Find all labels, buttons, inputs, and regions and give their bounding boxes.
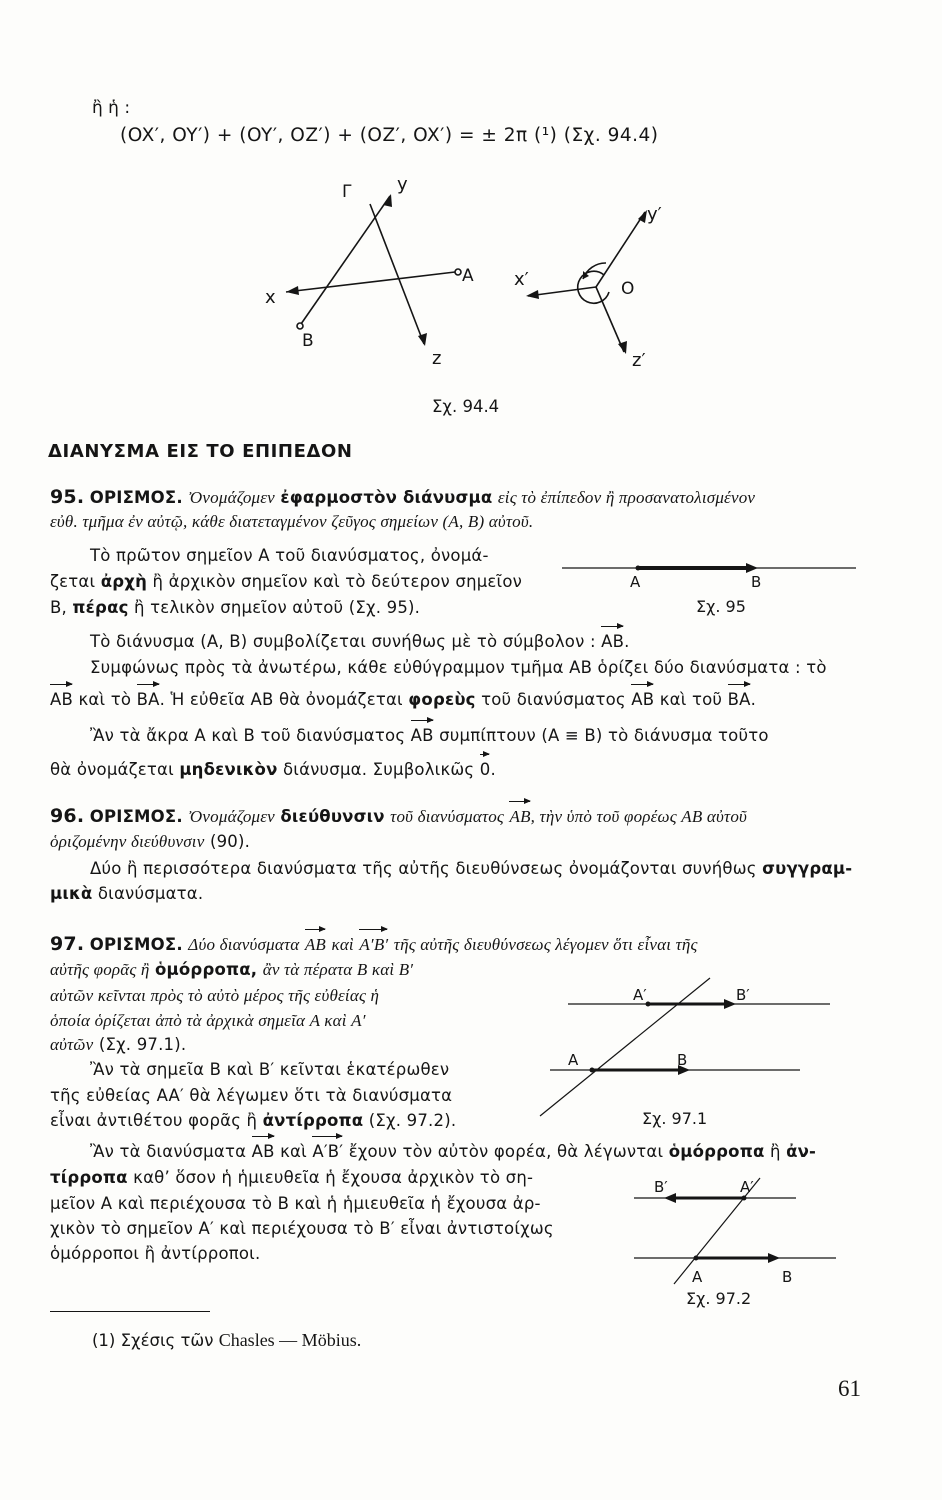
fig972-label-b-prime: B′ bbox=[654, 1178, 668, 1196]
intro-line: ἢ ἡ : bbox=[92, 98, 131, 118]
s97-p2-l1-a: Ἂν τὰ διανύσματα bbox=[90, 1142, 247, 1161]
vector-ba: BA bbox=[136, 690, 160, 709]
s95-p4-bold: φορεὺς bbox=[408, 690, 476, 709]
s95-p1-l3-a: B, bbox=[50, 598, 67, 617]
s97-line-2 bbox=[50, 960, 413, 980]
s97-l1-c: τῆς αὐτῆς διευθύνσεως λέγομεν ὅτι εἶναι τῆς bbox=[393, 935, 698, 954]
s97-p2-line-5: ὁμόρροποι ἢ ἀντίρροποι. bbox=[50, 1244, 261, 1263]
s97-line-4: ὁποία ὁρίζεται ἀπὸ τὰ ἀρχικὰ σημεῖα A καὶ A′ bbox=[50, 1011, 366, 1030]
vector-ab: AB bbox=[601, 632, 625, 651]
fig971-label-b: B bbox=[677, 1051, 688, 1069]
line-x-a bbox=[286, 272, 455, 292]
s96-term: ΟΡΙΣΜΟΣ. bbox=[89, 807, 183, 826]
fig94-label-gamma: Γ bbox=[342, 182, 352, 202]
line-o-z-prime bbox=[596, 287, 624, 352]
s95-p4 bbox=[50, 690, 756, 709]
fig94-label-z: z bbox=[432, 348, 442, 369]
fig94-label-y: y bbox=[397, 174, 408, 195]
footnote-text-b: Chasles — Möbius. bbox=[218, 1330, 362, 1350]
s95-p6-end: . bbox=[490, 760, 496, 779]
s96-def-b: τοῦ διανύσματος bbox=[390, 807, 505, 826]
s96-l2: ὁριζομένην διεύθυνσιν bbox=[50, 832, 205, 851]
line-o-y-prime bbox=[596, 212, 645, 287]
fig971-label-a-prime: A′ bbox=[633, 986, 647, 1004]
s97-p2-line-1 bbox=[90, 1142, 816, 1161]
s97-p1-line-2: τῆς εὐθείας AA′ θὰ λέγωμεν ὅτι τὰ διανύσματα bbox=[50, 1086, 453, 1105]
fig972-label-b: B bbox=[782, 1268, 793, 1286]
s95-p1-line-1: Τὸ πρῶτον σημεῖον A τοῦ διανύσματος, ὀνομά- bbox=[90, 546, 489, 565]
s95-p4-c: τοῦ διανύσματος bbox=[481, 690, 626, 709]
fig971-caption: Σχ. 97.1 bbox=[642, 1109, 708, 1128]
fig94-caption: Σχ. 94.4 bbox=[432, 397, 500, 416]
s96-definition-line-1 bbox=[50, 805, 747, 827]
s95-p1-l2-c: ἢ ἀρχικὸν σημεῖον καὶ τὸ δεύτερον σημεῖον bbox=[152, 572, 523, 591]
figure-95 bbox=[560, 556, 860, 636]
s95-def-bold: ἐφαρμοστὸν διάνυσμα bbox=[280, 488, 493, 507]
fig94-label-z-prime: z′ bbox=[632, 350, 646, 371]
s95-p4-e: . bbox=[750, 690, 757, 709]
s97-p2-line-4: χικὸν τὸ σημεῖον A′ καὶ περιέχουσα τὸ B′ εἶναι ἀντιστοίχως bbox=[50, 1219, 554, 1238]
fig971-label-a: A bbox=[568, 1051, 579, 1069]
s95-p6-b: διάνυσμα. Συμβολικῶς bbox=[282, 760, 475, 779]
s95-p6-a: θὰ ὀνομάζεται bbox=[50, 760, 174, 779]
fig94-label-a: A bbox=[462, 266, 474, 286]
s95-p1-line-3 bbox=[50, 598, 420, 617]
s95-p2 bbox=[90, 632, 630, 651]
vector-ab: AB bbox=[304, 935, 326, 954]
s96-p1-l2: διανύσματα. bbox=[97, 884, 204, 903]
s97-p1-l3-b: (Σχ. 97.2). bbox=[368, 1111, 457, 1130]
s95-p6-bold: μηδενικὸν bbox=[179, 760, 278, 779]
s97-p1-line-1: Ἂν τὰ σημεῖα B καὶ B′ κεῖνται ἑκατέρωθεν bbox=[90, 1060, 450, 1079]
s97-p2-l1-bold-2: ἀν- bbox=[786, 1142, 817, 1161]
line-gamma-z bbox=[370, 204, 424, 344]
figure-97-2 bbox=[616, 1170, 856, 1310]
s96-p1-line-1 bbox=[90, 859, 852, 878]
figure-97-1 bbox=[520, 976, 850, 1134]
s97-l5-b: (Σχ. 97.1). bbox=[98, 1035, 187, 1054]
s97-p2-l1-d: ἢ bbox=[769, 1142, 781, 1161]
s95-p1-l2-bold: ἀρχὴ bbox=[100, 572, 148, 591]
s97-l1-b: καὶ bbox=[331, 935, 354, 954]
fig95-label-a: A bbox=[630, 573, 641, 591]
footnote-mark: (1) bbox=[92, 1331, 116, 1350]
s95-def-c: εἰς τὸ ἐπίπεδον ἢ προσανατολισμένον bbox=[497, 488, 756, 507]
footnote bbox=[92, 1330, 361, 1351]
s97-p2-l2-bold: τίρροπα bbox=[50, 1168, 128, 1187]
s95-definition-line-1 bbox=[50, 486, 755, 508]
s97-p1-line-3 bbox=[50, 1111, 456, 1130]
s96-definition-line-2 bbox=[50, 832, 250, 852]
angle-sum-formula: (OX′, OY′) + (OY′, OZ′) + (OZ′, OX′) = ± 2π (¹) (Σχ. 94.4) bbox=[120, 125, 659, 146]
s96-def-bold: διεύθυνσιν bbox=[280, 807, 385, 826]
s97-p2-line-3: μεῖον A καὶ περιέχουσα τὸ B καὶ ἡ ἡμιευθεῖα ἡ ἔχουσα ἀρ- bbox=[50, 1194, 541, 1213]
s95-p1-line-2 bbox=[50, 572, 522, 591]
s97-line-5 bbox=[50, 1035, 186, 1055]
s96-l2-ref: (90). bbox=[209, 832, 251, 851]
s95-p6 bbox=[50, 760, 496, 779]
s97-l2-a: αὐτῆς φορᾶς ἢ bbox=[50, 960, 150, 979]
s95-p4-a: καὶ τὸ bbox=[73, 690, 137, 709]
s96-def-a: Ὀνομάζομεν bbox=[188, 807, 275, 826]
s97-line-3: αὐτῶν κεῖνται πρὸς τὸ αὐτὸ μέρος τῆς εὐθείας ἡ bbox=[50, 986, 380, 1005]
fig94-label-b: B bbox=[302, 331, 314, 351]
s97-p2-l1-bold-1: ὁμόρροπα bbox=[668, 1142, 765, 1161]
fig972-label-a-prime: A′ bbox=[740, 1178, 754, 1196]
s95-p2-text: Τὸ διάνυσμα (A, B) συμβολίζεται συνήθως μὲ τὸ σύμβολον : bbox=[90, 632, 596, 651]
s96-p1-a: Δύο ἢ περισσότερα διανύσματα τῆς αὐτῆς διευθύνσεως ὀνομάζονται συνήθως bbox=[90, 859, 757, 878]
vector-ba: BA bbox=[727, 690, 751, 709]
s97-p2-line-2 bbox=[50, 1168, 533, 1187]
s95-number: 95. bbox=[50, 486, 85, 508]
s95-p5 bbox=[90, 726, 769, 745]
s97-number: 97. bbox=[50, 933, 85, 955]
s95-def-a: Ὀνομάζομεν bbox=[188, 488, 275, 507]
s97-l2-b: ἂν τὰ πέρατα B καὶ B′ bbox=[262, 960, 414, 979]
s97-p2-l1-b: καὶ bbox=[280, 1142, 307, 1161]
figure-94-4 bbox=[0, 160, 942, 430]
s97-p1-l3-a: εἶναι ἀντιθέτου φορᾶς ἢ bbox=[50, 1111, 258, 1130]
fig94-label-x: x bbox=[265, 287, 276, 308]
s97-p2-l1-c: ἔχουν τὸν αὐτὸν φορέα, θὰ λέγωνται bbox=[348, 1142, 664, 1161]
s96-p1-bold: συγγραμ- bbox=[762, 859, 853, 878]
s97-p2-l2: καθ’ ὅσον ἡ ἡμιευθεῖα ἡ ἔχουσα ἀρχικὸν τὸ ση- bbox=[133, 1168, 534, 1187]
fig972-caption: Σχ. 97.2 bbox=[686, 1289, 752, 1308]
s97-definition-line-1 bbox=[50, 933, 698, 955]
vector-zero: 0 bbox=[479, 760, 491, 779]
vector-a-prime-b-prime: A′B′ bbox=[312, 1142, 344, 1161]
s95-definition-line-2: εὐθ. τμῆμα ἐν αὐτῷ, κάθε διατεταγμένον ζεῦγος σημείων (A, B) αὐτοῦ. bbox=[50, 512, 534, 531]
section-title: ΔΙΑΝΥΣΜΑ ΕΙΣ ΤΟ ΕΠΙΠΕΔΟΝ bbox=[48, 441, 353, 462]
s95-term: ΟΡΙΣΜΟΣ. bbox=[89, 488, 183, 507]
fig95-caption: Σχ. 95 bbox=[696, 597, 746, 616]
fig94-label-o: O bbox=[621, 279, 635, 299]
fig971-label-b-prime: B′ bbox=[736, 986, 750, 1004]
vector-ab: AB bbox=[50, 690, 74, 709]
s95-p3: Συμφώνως πρὸς τὰ ἀνωτέρω, κάθε εὐθύγραμμον τμῆμα AB ὁρίζει δύο διανύσματα : τὸ bbox=[90, 658, 827, 677]
fig94-label-y-prime: y′ bbox=[647, 204, 662, 225]
s97-p1-l3-bold: ἀντίρροπα bbox=[262, 1111, 364, 1130]
s95-p1-l2-a: ζεται bbox=[50, 572, 96, 591]
s97-l1-a: Δύο διανύσματα bbox=[188, 935, 300, 954]
s95-p4-d: καὶ τοῦ bbox=[654, 690, 728, 709]
footnote-text-a: Σχέσις τῶν bbox=[120, 1331, 214, 1350]
s95-p1-l3-bold: πέρας bbox=[72, 598, 129, 617]
s95-p1-l3-c: ἢ τελικὸν σημεῖον αὐτοῦ (Σχ. 95). bbox=[134, 598, 421, 617]
s97-l2-bold: ὁμόρροπα, bbox=[155, 960, 258, 979]
vector-ab: AB bbox=[509, 807, 531, 826]
s96-p1-l2-bold: μικὰ bbox=[50, 884, 93, 903]
s97-term: ΟΡΙΣΜΟΣ. bbox=[89, 935, 183, 954]
vector-a-prime-b-prime: A′B′ bbox=[359, 935, 389, 954]
s95-p4-b: . Ἡ εὐθεῖα AB θὰ ὀνομάζεται bbox=[159, 690, 403, 709]
vector-ab: AB bbox=[410, 726, 434, 745]
line-b-y bbox=[301, 196, 390, 324]
s96-def-c: , τὴν ὑπὸ τοῦ φορέως AB αὐτοῦ bbox=[530, 807, 748, 826]
s95-p2-end: . bbox=[624, 632, 630, 651]
vector-ab: AB bbox=[631, 690, 655, 709]
vector-ab: AB bbox=[251, 1142, 275, 1161]
footnote-rule bbox=[50, 1311, 210, 1312]
fig94-label-x-prime: x′ bbox=[514, 269, 529, 290]
s96-p1-line-2 bbox=[50, 884, 203, 903]
s96-number: 96. bbox=[50, 805, 85, 827]
s95-p5-a: Ἂν τὰ ἄκρα A καὶ B τοῦ διανύσματος bbox=[90, 726, 406, 745]
page-number: 61 bbox=[838, 1376, 861, 1401]
s95-p5-b: συμπίπτουν (A ≡ B) τὸ διάνυσμα τοῦτο bbox=[439, 726, 769, 745]
fig95-label-b: B bbox=[751, 573, 762, 591]
fig972-label-a: A bbox=[692, 1268, 703, 1286]
s97-l5-a: αὐτῶν bbox=[50, 1035, 94, 1054]
